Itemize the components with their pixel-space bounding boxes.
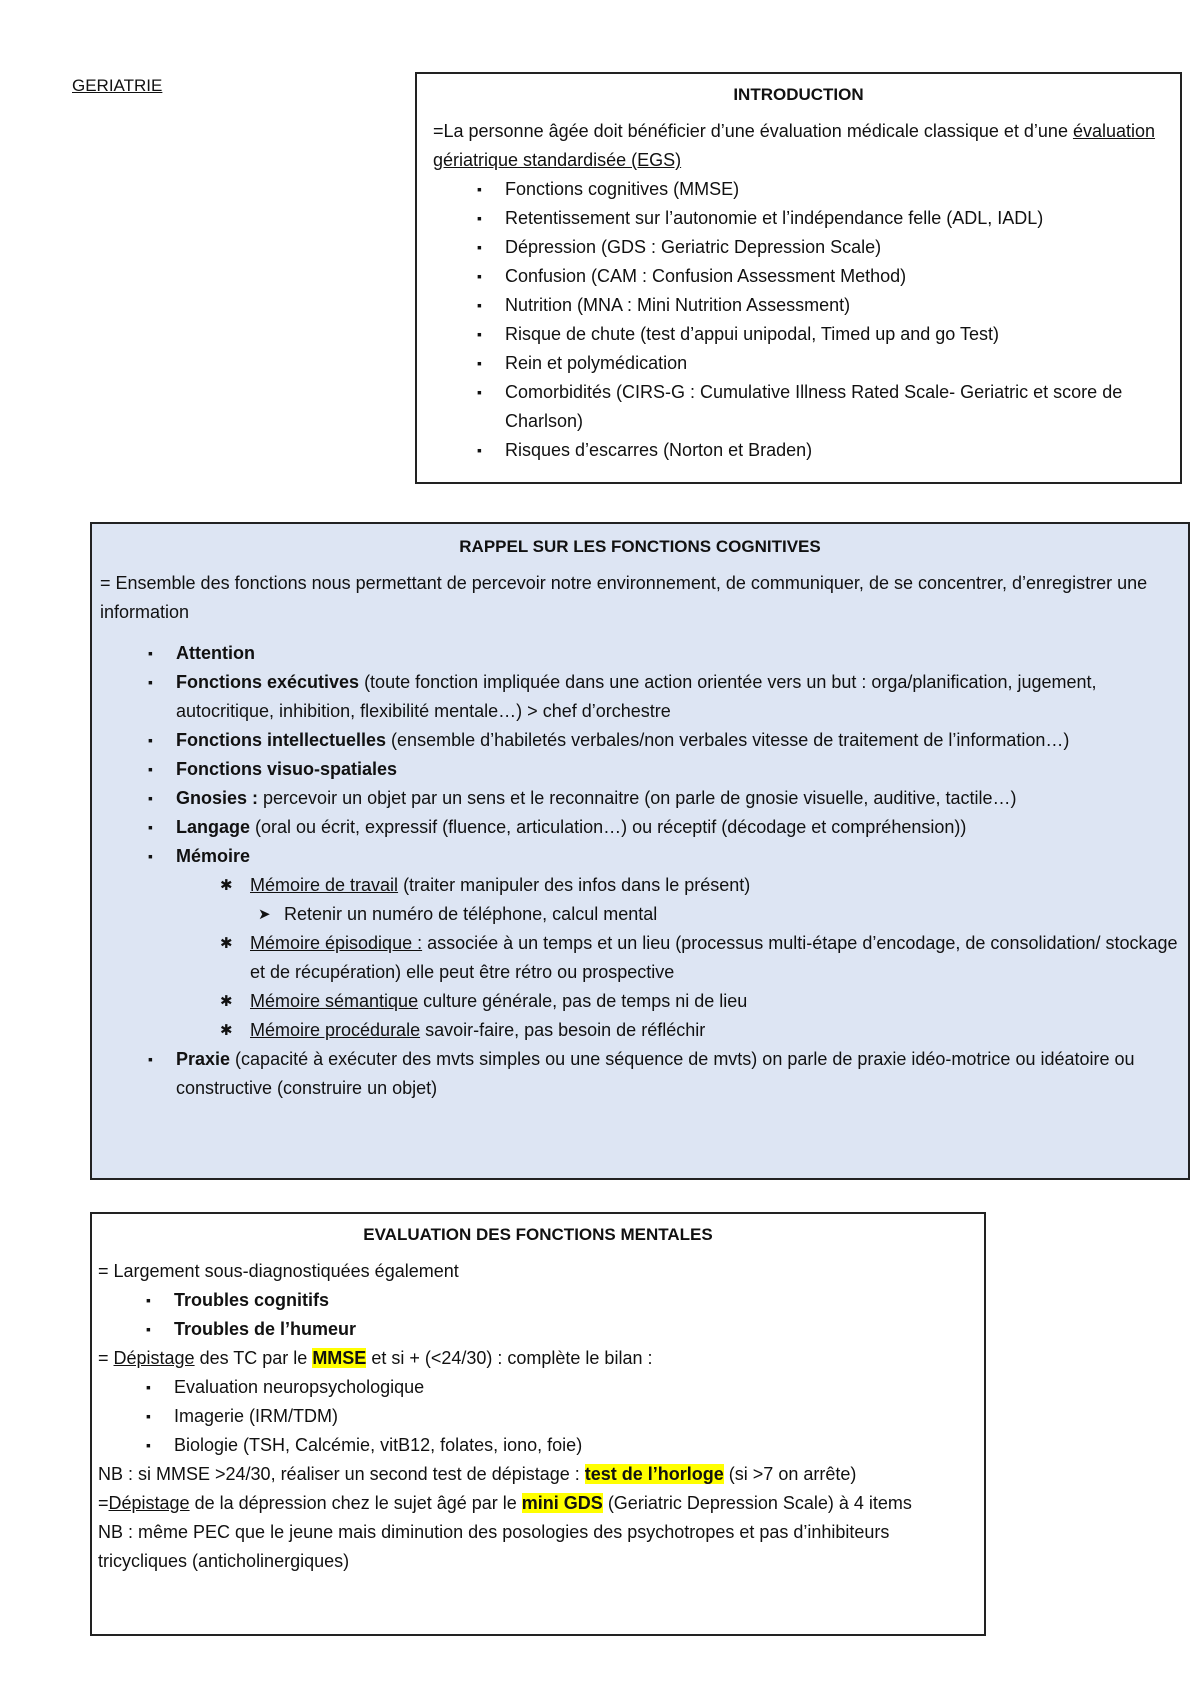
item-text: (traiter manipuler des infos dans le présent) bbox=[398, 875, 751, 895]
item-label: Praxie bbox=[176, 1049, 231, 1069]
egs-item: ▪ Risque de chute (test d’appui unipodal, Timed up and go Test) bbox=[433, 320, 1164, 349]
egs-item: ▪ Risques d’escarres (Norton et Braden) bbox=[433, 436, 1164, 465]
egs-item: ▪ Rein et polymédication bbox=[433, 349, 1164, 378]
depression-screening bbox=[98, 1489, 978, 1518]
introduction-text bbox=[433, 117, 1164, 175]
cognitive-functions-box bbox=[90, 522, 1190, 1180]
evaluation-title: EVALUATION DES FONCTIONS MENTALES bbox=[363, 1225, 713, 1244]
nb-treatment: NB : même PEC que le jeune mais diminution des posologies des psychotropes et pas d’inhibiteurs tricycliques (anticholinergiques) bbox=[98, 1522, 890, 1571]
item-label: Mémoire procédurale bbox=[250, 1020, 421, 1040]
item-label: Mémoire de travail bbox=[250, 875, 399, 895]
nb-clock-test bbox=[98, 1460, 978, 1489]
text-part: (Geriatric Depression Scale) à 4 items bbox=[602, 1493, 912, 1513]
memory-working-example: ➤ Retenir un numéro de téléphone, calcul mental bbox=[100, 900, 1180, 929]
egs-item: ▪ Retentissement sur l’autonomie et l’indépendance felle (ADL, IADL) bbox=[433, 204, 1164, 233]
item-text: percevoir un objet par un sens et le reconnaitre (on parle de gnosie visuelle, auditive, tactile…) bbox=[258, 788, 1017, 808]
memory-working bbox=[100, 871, 1180, 900]
item-visuospatial: ▪ Fonctions visuo-spatiales bbox=[100, 755, 1180, 784]
egs-term: évaluation gériatrique standardisée (EGS) bbox=[433, 121, 1156, 170]
egs-item: ▪ Comorbidités (CIRS-G : Cumulative Illness Rated Scale- Geriatric et score de Charlson) bbox=[433, 378, 1164, 436]
introduction-box bbox=[415, 72, 1182, 484]
troubles-item: ▪ Troubles cognitifs bbox=[98, 1286, 978, 1315]
item-label: Mémoire sémantique bbox=[250, 991, 419, 1011]
text-part: et si + (<24/30) : complète le bilan : bbox=[366, 1348, 653, 1368]
cognitive-intro: = Ensemble des fonctions nous permettant de percevoir notre environnement, de communiquer, de se concentrer, d’enregistrer une information bbox=[100, 573, 1148, 622]
egs-item: ▪ Fonctions cognitives (MMSE) bbox=[433, 175, 1164, 204]
text-part: de la dépression chez le sujet âgé par le bbox=[189, 1493, 522, 1513]
evaluation-box bbox=[90, 1212, 986, 1636]
egs-item: ▪ Nutrition (MNA : Mini Nutrition Assessment) bbox=[433, 291, 1164, 320]
item-executive bbox=[100, 668, 1180, 726]
item-gnosies bbox=[100, 784, 1180, 813]
cognitive-title: RAPPEL SUR LES FONCTIONS COGNITIVES bbox=[459, 537, 821, 556]
item-memoire: ▪ Mémoire bbox=[100, 842, 1180, 871]
item-text: (ensemble d’habiletés verbales/non verbales vitesse de traitement de l’information…) bbox=[386, 730, 1070, 750]
item-label: Mémoire épisodique : bbox=[250, 933, 423, 953]
item-attention: ▪ Attention bbox=[100, 639, 1180, 668]
highlight-mmse: MMSE bbox=[312, 1348, 367, 1368]
item-text: culture générale, pas de temps ni de lieu bbox=[418, 991, 748, 1011]
introduction-text-part: =La personne âgée doit bénéficier d’une évaluation médicale classique et d’une bbox=[433, 121, 1073, 141]
item-langage bbox=[100, 813, 1180, 842]
evaluation-intro: = Largement sous-diagnostiquées également bbox=[98, 1261, 459, 1281]
text-part: (si >7 on arrête) bbox=[723, 1464, 857, 1484]
item-text: savoir-faire, pas besoin de réfléchir bbox=[420, 1020, 706, 1040]
bilan-item: ▪ Imagerie (IRM/TDM) bbox=[98, 1402, 978, 1431]
item-text: (oral ou écrit, expressif (fluence, articulation…) ou réceptif (décodage et compréhension)) bbox=[250, 817, 967, 837]
highlight-clock-test: test de l’horloge bbox=[584, 1464, 724, 1484]
bilan-list bbox=[98, 1373, 978, 1460]
text-part: NB : si MMSE >24/30, réaliser un second test de dépistage : bbox=[98, 1464, 585, 1484]
troubles-item: ▪ Troubles de l’humeur bbox=[98, 1315, 978, 1344]
text-part: des TC par le bbox=[194, 1348, 313, 1368]
troubles-list bbox=[98, 1286, 978, 1344]
egs-item: ▪ Dépression (GDS : Geriatric Depression Scale) bbox=[433, 233, 1164, 262]
text-part: Dépistage bbox=[108, 1493, 190, 1513]
text-part: Dépistage bbox=[113, 1348, 195, 1368]
mmse-screening bbox=[98, 1344, 978, 1373]
memory-procedural bbox=[100, 1016, 1180, 1045]
item-intellectual bbox=[100, 726, 1180, 755]
memory-episodic bbox=[100, 929, 1180, 987]
item-label: Fonctions intellectuelles bbox=[176, 730, 387, 750]
egs-item: ▪ Confusion (CAM : Confusion Assessment Method) bbox=[433, 262, 1164, 291]
item-label: Fonctions exécutives bbox=[176, 672, 360, 692]
item-text: associée à un temps et un lieu (processus multi-étape d’encodage, de consolidation/ stockage et de récupération) elle peut être rétro ou prospective bbox=[250, 933, 1178, 982]
bilan-item: ▪ Evaluation neuropsychologique bbox=[98, 1373, 978, 1402]
egs-list bbox=[433, 175, 1164, 465]
text-part: = bbox=[98, 1493, 109, 1513]
text-part: = bbox=[98, 1348, 114, 1368]
item-text: (toute fonction impliquée dans une action orientée vers un but : orga/planification, jugement, autocritique, inhibition, flexibilité mentale…) > chef d’orchestre bbox=[176, 672, 1097, 721]
item-text: (capacité à exécuter des mvts simples ou une séquence de mvts) on parle de praxie idéo-motrice ou idéatoire ou constructive (construire un objet) bbox=[176, 1049, 1135, 1098]
cognitive-list bbox=[100, 639, 1180, 1103]
item-praxie bbox=[100, 1045, 1180, 1103]
document-title: GERIATRIE bbox=[72, 76, 163, 95]
item-label: Langage bbox=[176, 817, 251, 837]
highlight-mini-gds: mini GDS bbox=[521, 1493, 603, 1513]
bilan-item: ▪ Biologie (TSH, Calcémie, vitB12, folates, iono, foie) bbox=[98, 1431, 978, 1460]
item-label: Gnosies : bbox=[176, 788, 259, 808]
introduction-title: INTRODUCTION bbox=[733, 85, 864, 104]
memory-semantic bbox=[100, 987, 1180, 1016]
